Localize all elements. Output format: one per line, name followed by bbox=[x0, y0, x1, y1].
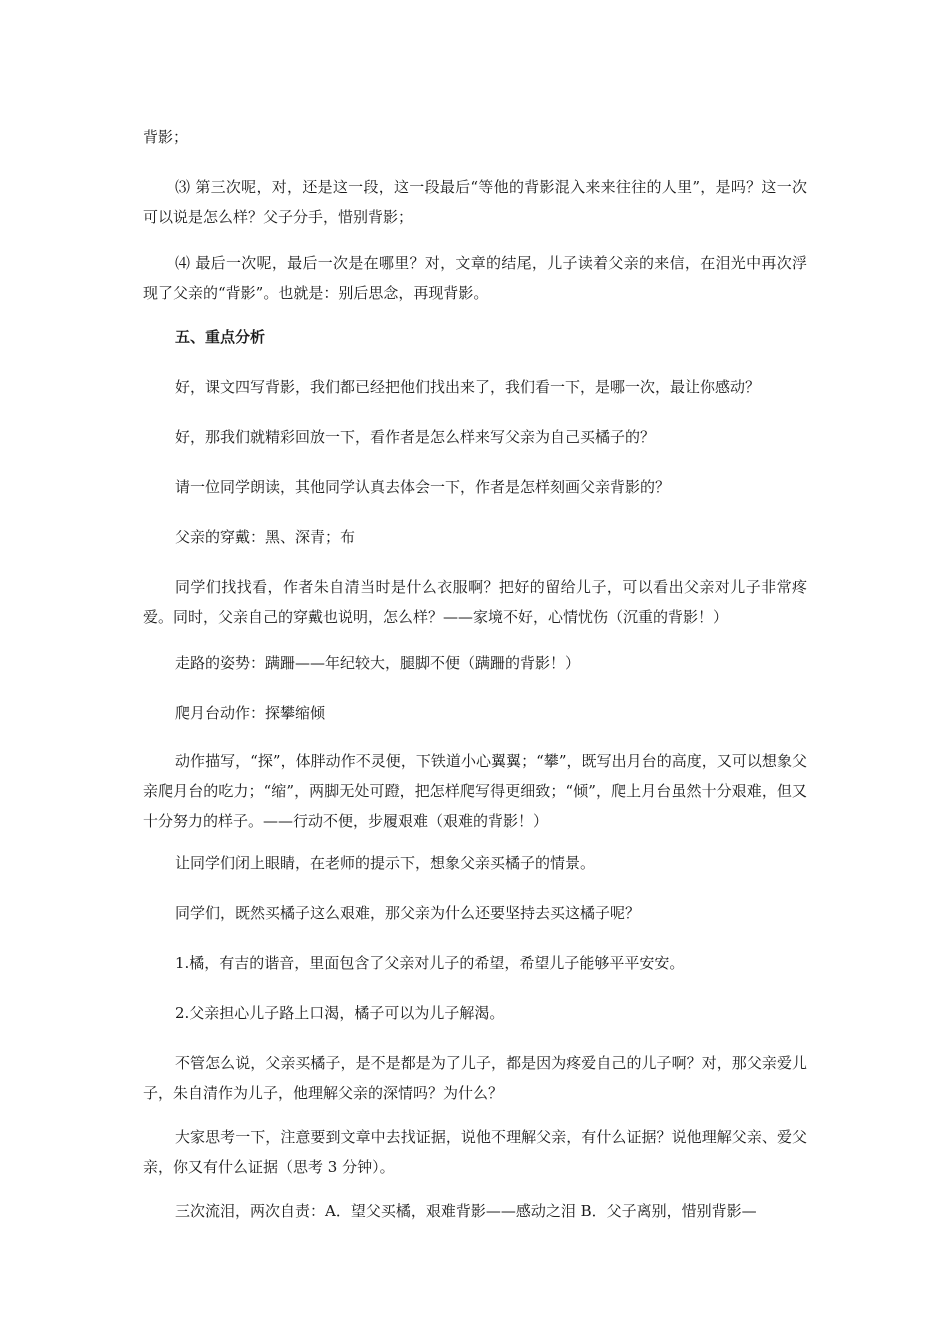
paragraph-walking: 走路的姿势：蹒跚——年纪较大，腿脚不便（蹒跚的背影！） bbox=[175, 654, 581, 672]
paragraph-action-description: 动作描写，“探”，体胖动作不灵便，下铁道小心翼翼；“攀”，既写出月台的高度，又可以想象父亲爬月台的吃力；“缩”，两脚无处可蹬，把怎样爬写得更细致；“倾”，爬上月台虽然十分艰难，但又十分努力的样子。——行动不便，步履艰难（艰难的背影！） bbox=[143, 752, 807, 830]
paragraph-understanding: 不管怎么说，父亲买橘子，是不是都是为了儿子，都是因为疼爱自己的儿子啊？对，那父亲爱儿子，朱自清作为儿子，他理解父亲的深情吗？为什么？ bbox=[143, 1054, 807, 1102]
paragraph-continuation: 背影； bbox=[143, 128, 189, 146]
paragraph-climbing: 爬月台动作：探攀缩倾 bbox=[175, 704, 326, 722]
section-heading: 五、重点分析 bbox=[175, 328, 266, 346]
paragraph-clothing: 父亲的穿戴：黑、深青；布 bbox=[175, 528, 356, 546]
paragraph-read-aloud: 请一位同学朗读，其他同学认真去体会一下，作者是怎样刻画父亲背影的？ bbox=[175, 478, 671, 496]
list-item-1: 1.橘，有吉的谐音，里面包含了父亲对儿子的希望，希望儿子能够平平安安。 bbox=[175, 954, 685, 972]
paragraph-three-tears: 三次流泪，两次自责：A．望父买橘，艰难背影——感动之泪 B．父子离别，惜别背影— bbox=[175, 1202, 757, 1220]
paragraph-last-time: ⑷ 最后一次呢，最后一次是在哪里？对，文章的结尾，儿子读着父亲的来信，在泪光中再次浮现了父亲的“背影”。也就是：别后思念，再现背影。 bbox=[143, 254, 807, 302]
list-item-2: 2.父亲担心儿子路上口渴，橘子可以为儿子解渴。 bbox=[175, 1004, 505, 1022]
paragraph-evidence: 大家思考一下，注意要到文章中去找证据，说他不理解父亲，有什么证据？说他理解父亲、爱父亲，你又有什么证据（思考 3 分钟）。 bbox=[143, 1128, 807, 1176]
paragraph-imagine: 让同学们闭上眼睛，在老师的提示下，想象父亲买橘子的情景。 bbox=[175, 854, 596, 872]
paragraph-replay: 好，那我们就精彩回放一下，看作者是怎么样来写父亲为自己买橘子的？ bbox=[175, 428, 656, 446]
paragraph-most-moving: 好，课文四写背影，我们都已经把他们找出来了，我们看一下，是哪一次，最让你感动？ bbox=[175, 378, 761, 396]
paragraph-third-time: ⑶ 第三次呢，对，还是这一段，这一段最后“等他的背影混入来来往往的人里”，是吗？这一次可以说是怎么样？父子分手，惜别背影； bbox=[143, 178, 807, 226]
paragraph-why-oranges: 同学们，既然买橘子这么艰难，那父亲为什么还要坚持去买这橘子呢？ bbox=[175, 904, 641, 922]
paragraph-clothing-analysis: 同学们找找看，作者朱自清当时是什么衣服啊？把好的留给儿子，可以看出父亲对儿子非常疼爱。同时，父亲自己的穿戴也说明，怎么样？——家境不好，心情忧伤（沉重的背影！） bbox=[143, 578, 807, 626]
